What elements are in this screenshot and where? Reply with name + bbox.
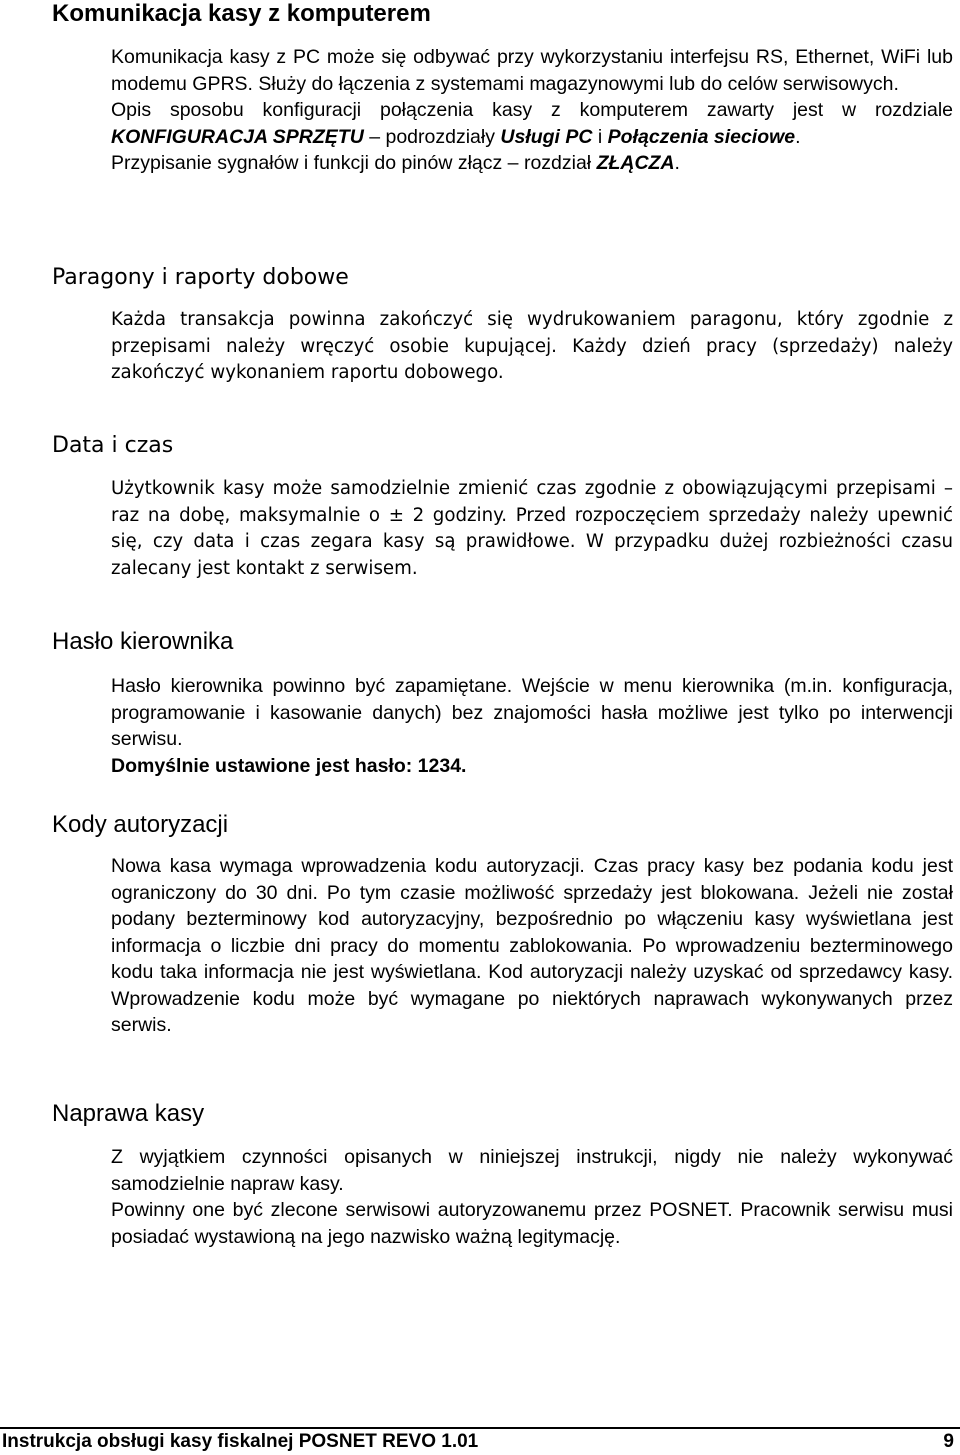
section-body-naprawa [111,1144,953,1250]
subchapter-ref: Usługi PC [500,125,593,148]
footer-rule [0,1427,960,1429]
section-heading-paragony: Paragony i raporty dobowe [52,265,349,290]
subchapter-ref: Połączenia sieciowe [607,125,796,148]
paragraph: Komunikacja kasy z PC może się odbywać przy wykorzystaniu interfejsu RS, Ethernet, WiFi lub modemu GPRS. Służy do łączenia z systemami magazynowymi lub do celów serwisowych. [111,46,953,95]
footer-title: Instrukcja obsługi kasy fiskalnej POSNET REVO 1.01 [2,1431,479,1452]
section-heading-naprawa: Naprawa kasy [52,1100,205,1127]
default-password-note: Domyślnie ustawione jest hasło: 1234. [111,754,467,777]
paragraph: Z wyjątkiem czynności opisanych w niniejszej instrukcji, nigdy nie należy wykonywać samodzielnie napraw kasy. [111,1146,953,1195]
section-heading-haslo: Hasło kierownika [52,628,234,655]
paragraph: Użytkownik kasy może samodzielnie zmienić czas zgodnie z obowiązującymi przepisami – raz na dobę, maksymalnie o ± 2 godziny. Przed rozpoczęciem sprzedaży należy upewnić się, czy data i czas zegara kasy są prawidłowe. W przypadku dużej rozbieżności czasu zalecany jest kontakt z serwisem. [111,478,953,579]
paragraph: Powinny one być zlecone serwisowi autoryzowanemu przez POSNET. Pracownik serwisu musi posiadać wystawioną na jego nazwisko ważną legitymację. [111,1199,953,1248]
section-heading-komunikacja: Komunikacja kasy z komputerem [52,0,431,27]
chapter-ref: ZŁĄCZA [596,152,675,174]
chapter-ref: KONFIGURACJA SPRZĘTU [111,125,364,148]
section-body-kody [111,853,953,1039]
paragraph: Przypisanie sygnałów i funkcji do pinów złącz – rozdział ZŁĄCZA. [111,152,680,174]
section-heading-kody: Kody autoryzacji [52,811,229,838]
page-number: 9 [943,1431,954,1452]
section-body-komunikacja [111,44,953,177]
paragraph: Nowa kasa wymaga wprowadzenia kodu autoryzacji. Czas pracy kasy bez podania kodu jest ograniczony do 30 dni. Po tym czasie możliwość sprzedaży jest blokowana. Jeżeli nie został podany bezterminowy kod autoryzacyjny, bezpośrednio po włączeniu kasy wyświetlana jest informacja o liczbie dni pracy do momentu zablokowania. Po wprowadzeniu bezterminowego kodu taka informacja nie jest wyświetlana. Kod autoryzacji należy uzyskać od sprzedawcy kasy. Wprowadzenie kodu może być wymagane po niektórych naprawach wykonywanych przez serwis. [111,855,953,1036]
section-body-paragony [111,307,953,387]
section-heading-data-czas: Data i czas [52,433,174,458]
section-body-data-czas [111,476,953,582]
section-body-haslo [111,673,953,779]
paragraph: Opis sposobu konfiguracji połączenia kasy z komputerem zawarty jest w rozdziale KONFIGURACJA SPRZĘTU – podrozdziały Usługi PC i Połączenia sieciowe. [111,99,953,148]
paragraph: Hasło kierownika powinno być zapamiętane. Wejście w menu kierownika (m.in. konfiguracja, programowanie i kasowanie danych) bez znajomości hasła możliwe jest tylko po interwencji serwisu. [111,675,953,750]
paragraph: Każda transakcja powinna zakończyć się wydrukowaniem paragonu, który zgodnie z przepisami należy wręczyć osobie kupującej. Każdy dzień pracy (sprzedaży) należy zakończyć wykonaniem raportu dobowego. [111,309,953,383]
